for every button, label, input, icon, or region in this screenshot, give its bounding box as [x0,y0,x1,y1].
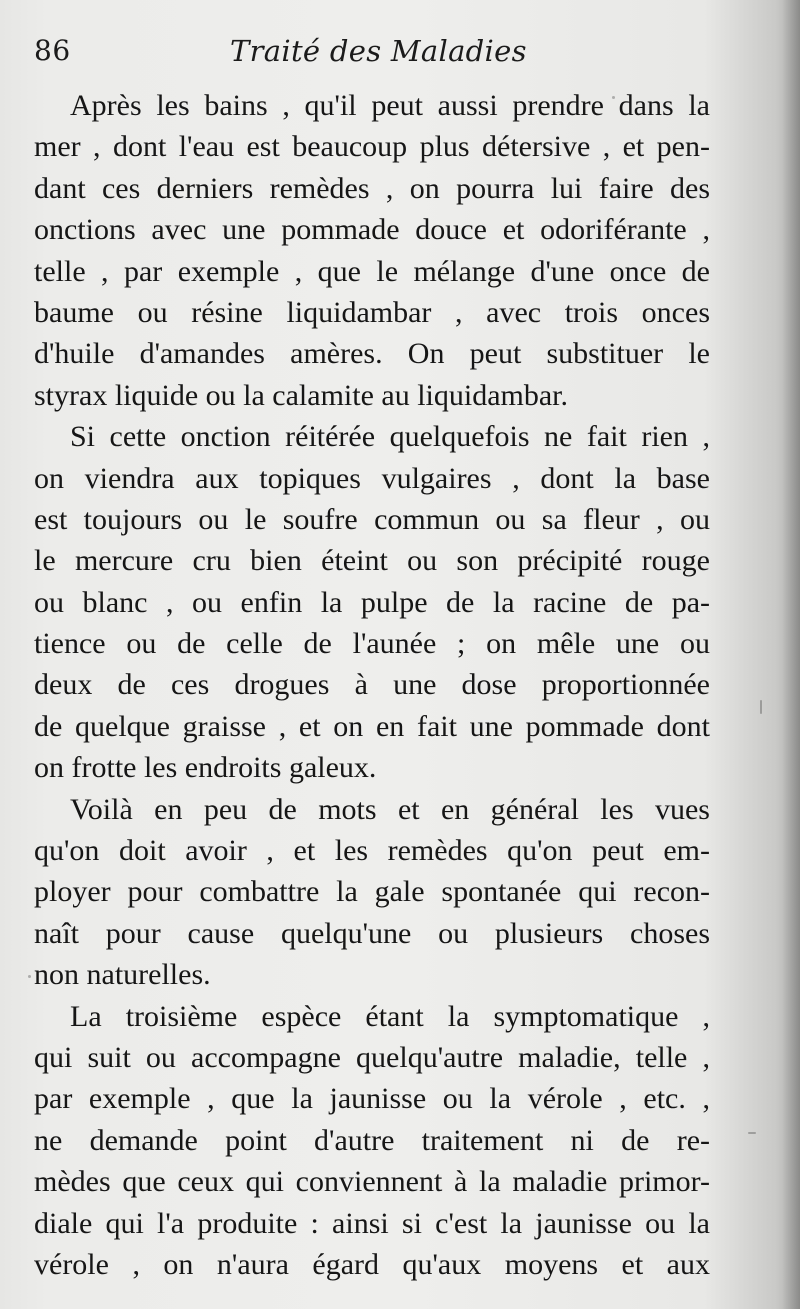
text-line: Si cette onction réitérée quelquefois ne fait rien , [70,420,710,454]
page-header [34,34,734,78]
text-line: mèdes que ceux qui conviennent à la maladie primor- [34,1165,710,1199]
text-line: par exemple , que la jaunisse ou la vérole , etc. , [34,1082,710,1116]
text-line: styrax liquide ou la calamite au liquidambar. [34,378,569,412]
text-line: qu'on doit avoir , et les remèdes qu'on peut em- [34,834,710,868]
paper-speck [748,1132,756,1134]
text-line: on viendra aux topiques vulgaires , dont la base [34,461,710,495]
text-line: qui suit ou accompagne quelqu'autre maladie, telle , [34,1040,710,1074]
text-line: Après les bains , qu'il peut aussi prendre dans la [70,89,710,122]
text-line: telle , par exemple , que le mélange d'une once de [34,254,710,288]
text-line: mer , dont l'eau est beaucoup plus détersive , et pen- [34,130,710,164]
page-edge-shadow [782,0,800,1309]
text-line: dant ces derniers remèdes , on pourra lui faire des [34,171,710,205]
text-line: ne demande point d'autre traitement ni de re- [34,1123,710,1157]
text-line: ou blanc , ou enfin la pulpe de la racine de pa- [34,585,710,619]
text-line: onctions avec une pommade douce et odoriférante , [34,213,710,247]
paper-speck [28,975,31,978]
text-line: est toujours ou le soufre commun ou sa fleur , ou [34,502,710,536]
text-line: La troisième espèce étant la symptomatique , [70,999,710,1033]
text-line: non naturelles. [34,958,211,992]
text-line: diale qui l'a produite : ainsi si c'est la jaunisse ou la [34,1206,710,1240]
text-line: le mercure cru bien éteint ou son précipité rouge [34,544,710,578]
text-line: deux de ces drogues à une dose proportionnée [34,668,710,702]
paper-speck [612,96,615,99]
text-line: tience ou de celle de l'aunée ; on mêle une ou [34,627,710,661]
paper-speck [760,700,762,714]
text-line: d'huile d'amandes amères. On peut substituer le [34,337,710,371]
text-line: vérole , on n'aura égard qu'aux moyens et aux [34,1247,710,1281]
text-line: baume ou résine liquidambar , avec trois onces [34,295,710,329]
running-title: Traité des Maladies [230,34,527,68]
text-line: naît pour cause quelqu'une ou plusieurs choses [34,916,710,950]
page-number: 86 [34,34,71,67]
text-line: Voilà en peu de mots et en général les vues [70,792,710,826]
body-text [34,85,710,1285]
text-line: de quelque graisse , et on en fait une pommade dont [34,709,710,743]
text-line: ployer pour combattre la gale spontanée qui recon- [34,875,710,909]
text-line: on frotte les endroits galeux. [34,751,377,785]
